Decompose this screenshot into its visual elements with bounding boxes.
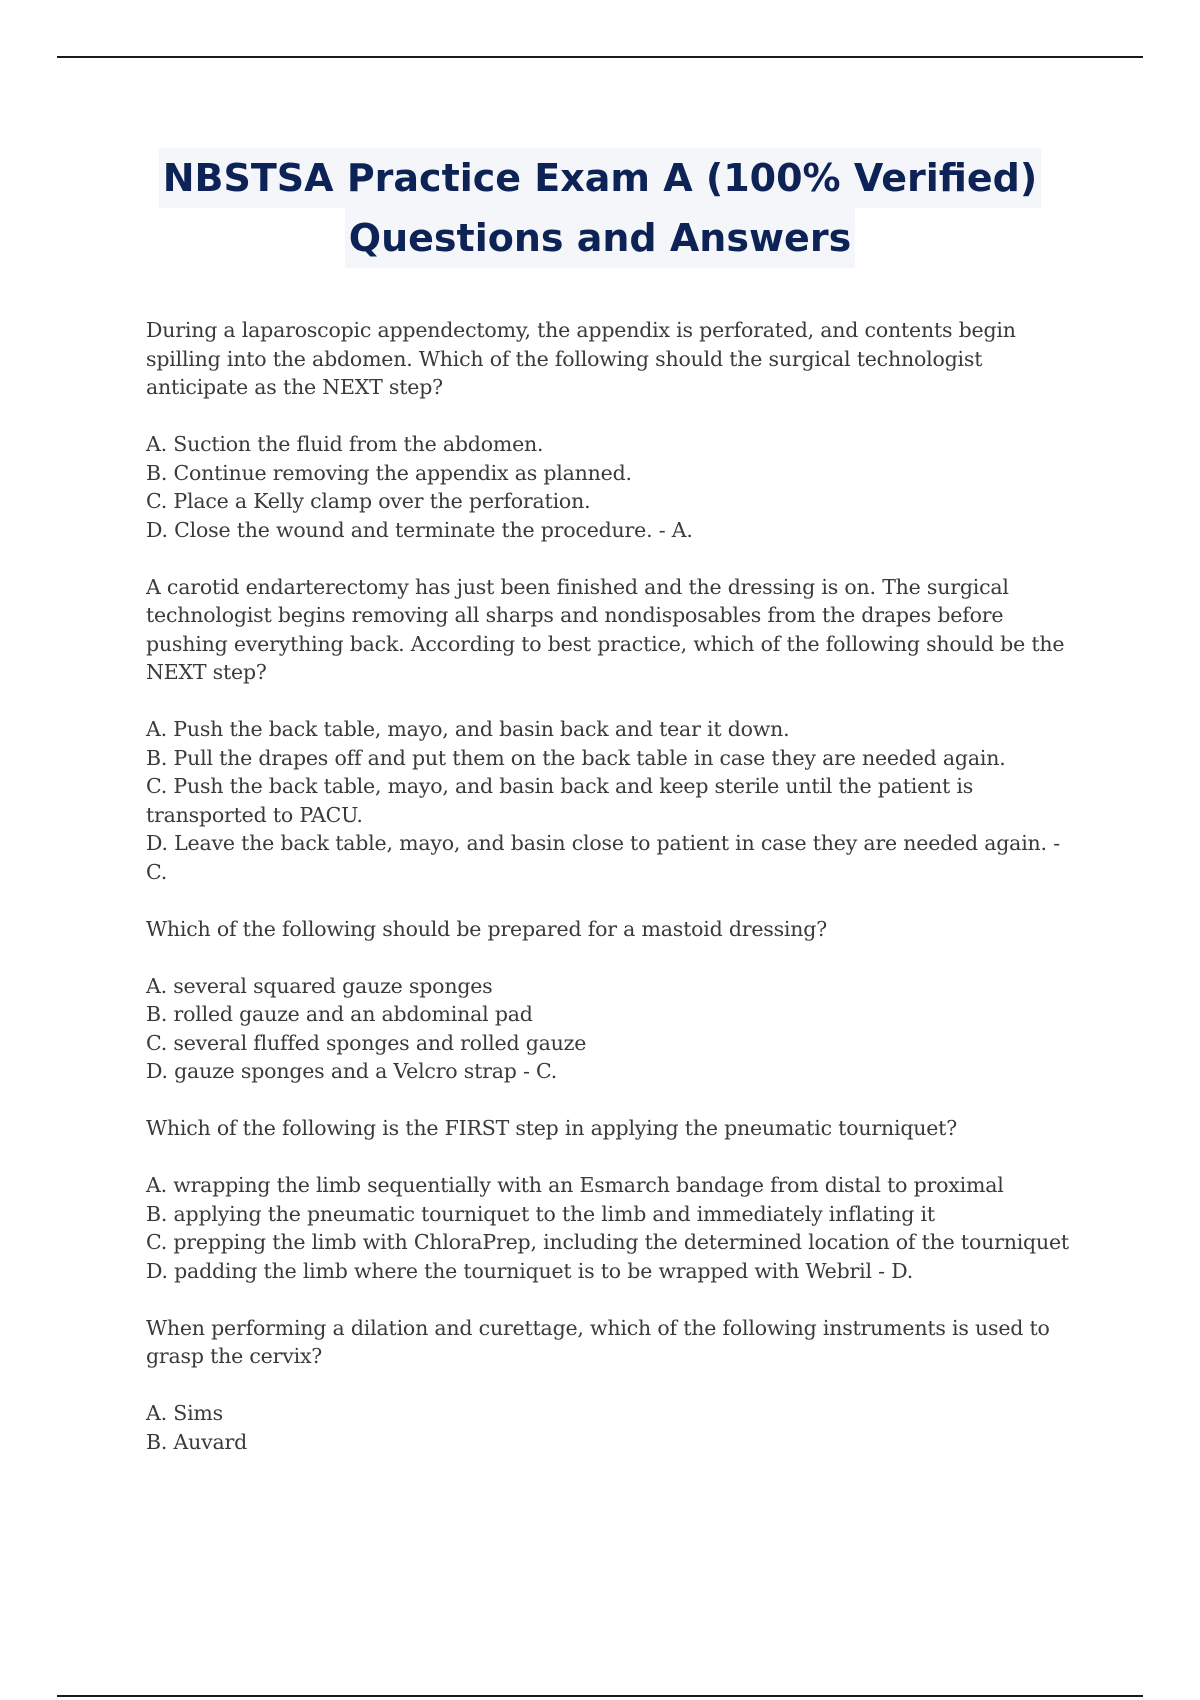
answer-options <box>146 972 1086 1086</box>
question-text: Which of the following should be prepared for a mastoid dressing? <box>146 916 828 941</box>
answer-option: A. Sims <box>146 1401 223 1425</box>
bottom-rule <box>57 1695 1143 1697</box>
answer-option: C. Push the back table, mayo, and basin back and keep sterile until the patient is transported to PACU. <box>146 774 974 827</box>
answer-option: B. Continue removing the appendix as planned. <box>146 460 632 485</box>
answer-option: C. several fluffed sponges and rolled gauze <box>146 1030 587 1055</box>
question-text: During a laparoscopic appendectomy, the appendix is perforated, and contents begin spilling into the abdomen. Which of the following should the surgical technologist anticipate as the NEXT step? <box>146 318 1016 399</box>
question-block <box>146 915 1086 1086</box>
answer-option: D. Close the wound and terminate the procedure. - A. <box>146 517 693 542</box>
answer-option: B. Pull the drapes off and put them on the back table in case they are needed again. <box>146 745 1006 770</box>
question-block <box>146 573 1086 887</box>
answer-option: C. prepping the limb with ChloraPrep, including the determined location of the tourniquet <box>146 1230 1069 1254</box>
answer-option: C. Place a Kelly clamp over the perforation. <box>146 489 591 513</box>
top-rule <box>57 56 1143 58</box>
question-text: Which of the following is the FIRST step in applying the pneumatic tourniquet? <box>146 1116 958 1140</box>
question-block <box>146 316 1086 544</box>
answer-options <box>146 1171 1086 1285</box>
answer-options <box>146 1399 1086 1456</box>
answer-options <box>146 430 1086 544</box>
answer-option: A. several squared gauze sponges <box>146 973 493 998</box>
question-block <box>146 1114 1086 1285</box>
title-line-1: NBSTSA Practice Exam A (100% Verified) <box>159 148 1041 208</box>
answer-option: B. rolled gauze and an abdominal pad <box>146 1002 533 1026</box>
document-title <box>100 148 1100 268</box>
answer-option: A. Suction the fluid from the abdomen. <box>146 432 544 456</box>
question-text: When performing a dilation and curettage, which of the following instruments is used to grasp the cervix? <box>146 1315 1050 1368</box>
title-line-2: Questions and Answers <box>345 208 855 268</box>
answer-option: A. Push the back table, mayo, and basin back and tear it down. <box>146 717 790 741</box>
answer-option: D. gauze sponges and a Velcro strap - C. <box>146 1059 558 1083</box>
answer-option: D. padding the limb where the tourniquet is to be wrapped with Webril - D. <box>146 1258 914 1283</box>
answer-option: B. applying the pneumatic tourniquet to the limb and immediately inflating it <box>146 1201 935 1226</box>
answer-options <box>146 715 1086 886</box>
question-block <box>146 1314 1086 1457</box>
answer-option: B. Auvard <box>146 1429 248 1454</box>
answer-option: D. Leave the back table, mayo, and basin close to patient in case they are needed again. - C. <box>146 831 1060 884</box>
question-text: A carotid endarterectomy has just been finished and the dressing is on. The surgical technologist begins removing all sharps and nondisposables from the drapes before pushing everything back. According to best practice, which of the following should be the NEXT step? <box>146 574 1065 684</box>
answer-option: A. wrapping the limb sequentially with an Esmarch bandage from distal to proximal <box>146 1173 1004 1197</box>
question-list <box>146 316 1086 1485</box>
